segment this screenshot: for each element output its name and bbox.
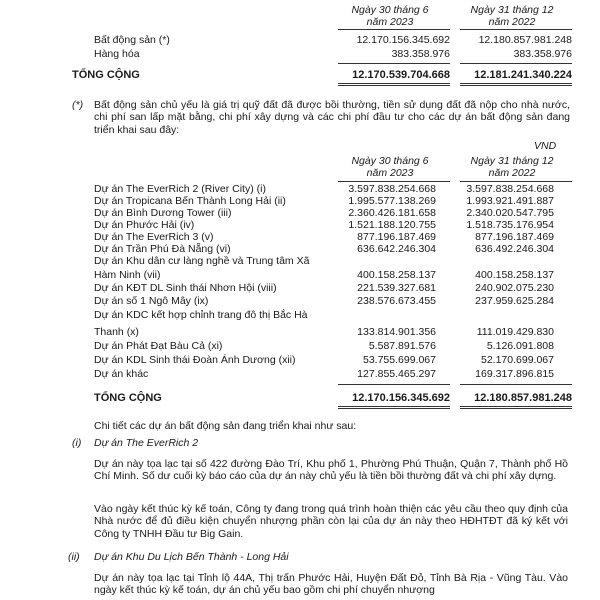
project-value-2023: 400.158.258.137 [357, 269, 436, 281]
section-number: (i) [72, 437, 82, 449]
project-label: Dự án khác [94, 368, 149, 380]
project-value-2022: 240.902.075.230 [475, 282, 554, 294]
top-col2-header-line2: năm 2022 [488, 16, 536, 29]
top-col2-header [452, 4, 572, 29]
project-value-2023: 636.642.246.304 [357, 243, 436, 255]
project-label: Dự án Phước Hải (iv) [94, 219, 195, 231]
project-value-2022: 111.019.429.830 [476, 326, 554, 338]
project-label: Dự án KDL Sinh thái Đoàn Ánh Dương (xii) [94, 354, 296, 366]
proj-total-rule-bottom-2 [460, 406, 572, 407]
project-row [94, 219, 554, 231]
section-title: Dự án Khu Du Lịch Bến Thành - Long Hải [94, 551, 289, 563]
project-value-2023: 127.855.465.297 [357, 368, 436, 380]
project-label: Dự án The EverRich 2 (River City) (i) [94, 183, 266, 195]
top-table-row [94, 48, 572, 60]
project-value-2022: 636.492.246.304 [475, 243, 554, 255]
project-label: Dự án số 1 Ngô Mây (ix) [94, 295, 209, 307]
top-row-label: Hàng hóa [94, 48, 140, 60]
project-value-2022: 400.158.258.137 [475, 269, 554, 281]
top-total-rule-bottom-2 [460, 83, 572, 84]
project-row [94, 243, 554, 255]
project-label: Dự án Trần Phú Đà Nẵng (vi) [94, 243, 231, 255]
project-row [94, 340, 554, 352]
project-label: Dự án The EverRich 3 (v) [94, 231, 214, 243]
project-value-2022: 169.317.896.815 [475, 368, 554, 380]
project-value-2023: 133.814.901.356 [357, 326, 436, 338]
project-value-2022: 5.126.091.808 [486, 340, 554, 352]
project-row [94, 354, 554, 366]
proj-total-rule-bottom-1 [338, 406, 450, 407]
project-row [94, 295, 554, 307]
project-label: Dự án KĐT DL Sinh thái Nhơn Hội (viii) [94, 282, 277, 294]
section-paragraph: Dự án này tọa lạc tại Tỉnh lộ 44A, Thị trấn Phước Hải, Huyện Đất Đỏ, Tỉnh Bà Rịa - Vũng Tàu. Vào ngày kết thúc kỳ kế toán, dự án chủ yếu bao gồm chi phí chuyển nhượng [94, 572, 568, 597]
project-row [94, 269, 554, 281]
project-value-2022: 2.340.020.547.795 [466, 207, 554, 219]
section-paragraph: Vào ngày kết thúc kỳ kế toán, Công ty đang trong quá trình hoàn thiện các yêu cầu theo quy định của Nhà nước để đủ điều kiện chuyển nhượng phần còn lại của dự án này theo HĐHTĐT đã ký kết với Công ty TNHH Đầu tư Big Gain. [94, 503, 568, 540]
top-total-rule-bottom-2b [460, 85, 572, 86]
top-col2-header-line1: Ngày 31 tháng 12 [470, 4, 554, 16]
top-total-label: TỔNG CỘNG [72, 69, 140, 81]
top-total-value-2022: 12.181.241.340.224 [474, 69, 572, 81]
top-col1-header-line1: Ngày 30 tháng 6 [351, 4, 429, 16]
project-label: Dự án Phát Đạt Bàu Cả (xi) [94, 340, 223, 352]
project-row [94, 282, 554, 294]
proj-col2-header-line2: năm 2022 [488, 167, 536, 180]
top-header-underline-2 [460, 29, 572, 30]
proj-header-underline-1 [338, 181, 450, 182]
section-paragraph: Dự án này tọa lạc tại số 422 đường Đào Trí, Khu phố 1, Phường Phú Thuận, Quận 7, Thành phố Hồ Chí Minh. Số dư cuối kỳ báo cáo của dự án này chủ yếu là tiền bồi thường đất và chi phí xây dựng. [94, 458, 568, 483]
proj-col2-header [452, 155, 572, 180]
note-marker: (*) [72, 99, 84, 111]
top-total-value-2023: 12.170.539.704.668 [352, 69, 450, 81]
project-value-2022: 1.993.921.491.887 [466, 195, 554, 207]
project-value-2023: 5.587.891.576 [368, 340, 436, 352]
project-label: Dự án Khu dân cư làng nghề và Trung tâm Xã [94, 255, 310, 267]
details-intro: Chi tiết các dự án bất động sản đang triển khai như sau: [94, 420, 357, 432]
proj-col1-header [330, 155, 450, 180]
project-row [94, 326, 554, 338]
project-row [94, 368, 554, 380]
project-label: Thanh (x) [94, 326, 139, 338]
proj-total-rule-top-2 [460, 384, 572, 385]
proj-total-rule-bottom-2b [460, 408, 572, 409]
project-row [94, 231, 554, 243]
top-total-rule-bottom-1 [338, 83, 450, 84]
project-row [94, 255, 554, 267]
proj-total-value-2023: 12.170.156.345.692 [352, 392, 450, 404]
project-value-2022: 1.518.735.176.954 [466, 219, 554, 231]
proj-col1-header-line2: năm 2023 [366, 167, 414, 180]
project-value-2022: 3.597.838.254.668 [466, 183, 554, 195]
top-total-rule-bottom-1b [338, 85, 450, 86]
project-value-2022: 877.196.187.469 [475, 231, 554, 243]
proj-total-rule-bottom-1b [338, 408, 450, 409]
project-row [94, 195, 554, 207]
project-value-2023: 238.576.673.455 [357, 295, 436, 307]
project-value-2023: 53.755.699.067 [363, 354, 436, 366]
project-row [94, 183, 554, 195]
top-total-rule-top-1 [338, 63, 450, 64]
top-col1-header-line2: năm 2023 [366, 16, 414, 29]
project-value-2023: 1.521.188.120.755 [348, 219, 436, 231]
project-value-2023: 3.597.838.254.668 [348, 183, 436, 195]
top-row-value-2022: 383.358.976 [513, 48, 572, 60]
proj-total-value-2022: 12.180.857.981.248 [474, 392, 572, 404]
project-value-2023: 1.995.577.138.269 [348, 195, 436, 207]
project-label: Dự án KDC kết hợp chỉnh trang đô thị Bắc Hà [94, 309, 308, 321]
currency-label: VND [534, 140, 557, 152]
project-value-2022: 237.959.625.284 [475, 295, 554, 307]
proj-col1-header-line1: Ngày 30 tháng 6 [351, 155, 429, 167]
project-value-2023: 221.539.327.681 [357, 282, 436, 294]
project-value-2022: 52.170.699.067 [481, 354, 554, 366]
top-total-rule-top-2 [460, 63, 572, 64]
proj-total-rule-top-1 [338, 384, 450, 385]
project-label: Hàm Ninh (vii) [94, 269, 161, 281]
top-table-row [94, 34, 572, 46]
project-value-2023: 877.196.187.469 [357, 231, 436, 243]
project-row [94, 207, 554, 219]
project-label: Dự án Tropicana Bến Thành Long Hải (ii) [94, 195, 286, 207]
proj-header-underline-2 [460, 181, 572, 182]
project-row [94, 309, 554, 321]
section-number: (ii) [68, 551, 80, 563]
top-row-label: Bất động sản (*) [94, 34, 170, 46]
top-row-value-2023: 383.358.976 [391, 48, 450, 60]
top-row-value-2022: 12.180.857.981.248 [478, 34, 572, 46]
proj-total-label: TỔNG CỘNG [94, 392, 162, 404]
top-row-value-2023: 12.170.156.345.692 [356, 34, 450, 46]
project-value-2023: 2.360.426.181.658 [348, 207, 436, 219]
proj-col2-header-line1: Ngày 31 tháng 12 [470, 155, 554, 167]
top-header-underline-1 [338, 29, 450, 30]
section-title: Dự án The EverRich 2 [94, 437, 199, 449]
top-col1-header [330, 4, 450, 29]
project-label: Dự án Bình Dương Tower (iii) [94, 207, 232, 219]
note-text: Bất động sản chủ yếu là giá trị quỹ đất đã được bồi thường, tiền sử dụng đất đã nộp cho nhà nước, chi phí san lấp mặt bằng, chi phí xây dựng và các chi phí đầu tư cho các dự án bất động sản đang triển khai sau đây: [94, 99, 570, 136]
